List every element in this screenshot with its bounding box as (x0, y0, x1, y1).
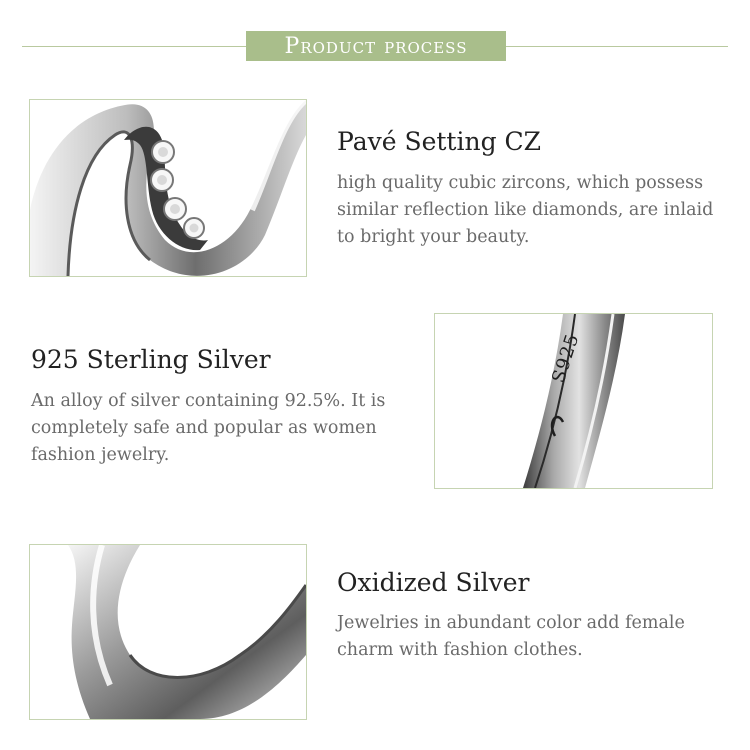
oxidized-silver-photo (29, 544, 307, 720)
feature-title-oxidized: Oxidized Silver (337, 568, 530, 597)
pave-setting-photo (29, 99, 307, 277)
feature-title-sterling: 925 Sterling Silver (31, 345, 271, 374)
section-header (246, 31, 506, 61)
feature-desc-sterling: An alloy of silver containing 92.5%. It is completely safe and popular as women fashion jewelry. (31, 391, 386, 465)
sterling-stamp-photo (434, 313, 713, 489)
feature-desc-pave: high quality cubic zircons, which possess similar reflection like diamonds, are inlaid to bright your beauty. (337, 173, 714, 247)
section-header-title: Product process (284, 33, 468, 59)
stamp-mark: S925 (548, 330, 584, 386)
header-rule-left (22, 46, 246, 47)
ring-curve-image (30, 545, 306, 719)
ring-wave-image (30, 100, 306, 276)
feature-desc-oxidized: Jewelries in abundant color add female charm with fashion clothes. (337, 613, 685, 660)
header-rule-right (506, 46, 728, 47)
feature-title-pave: Pavé Setting CZ (337, 127, 542, 156)
